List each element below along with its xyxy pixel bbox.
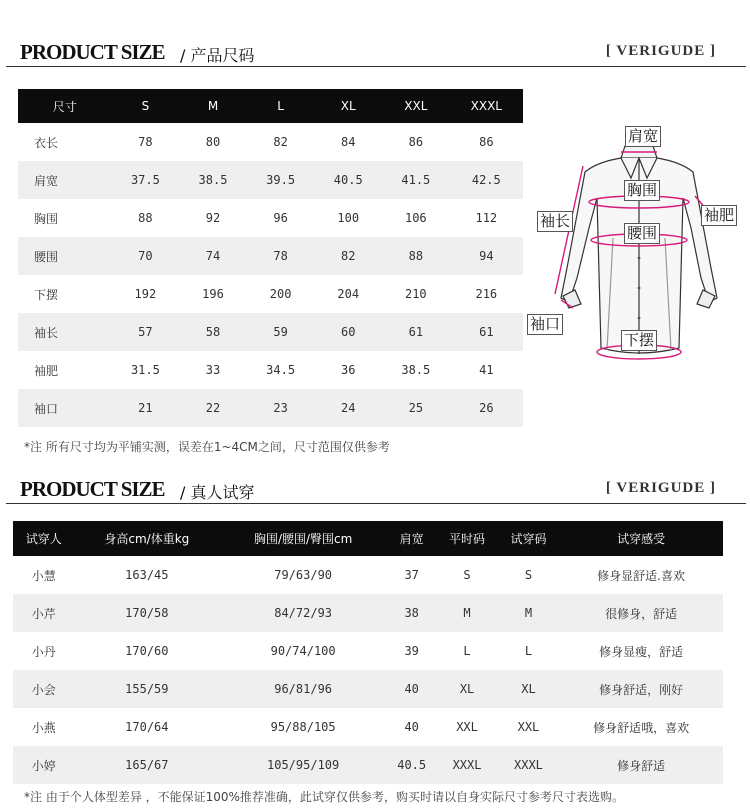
fitting-table-cell: 165/67 (74, 746, 219, 784)
size-table-cell: 37.5 (112, 161, 180, 199)
fitting-table-cell: L (524, 644, 533, 658)
fitting-table-cell: 37 (404, 568, 419, 582)
size-table-header-cell: XXL (382, 89, 450, 123)
size-table-cell: 61 (450, 313, 523, 351)
fitting-table-cell: 修身显瘦，舒适 (599, 644, 684, 659)
fitting-table-cell: 小婷 (13, 746, 74, 784)
section1-title-cn: / 产品尺码 (180, 46, 255, 65)
section1-note: *注 所有尺寸均为平铺实测，误差在1~4CM之间，尺寸范围仅供参考 (24, 440, 390, 454)
size-table-cell: 袖长 (18, 313, 112, 351)
size-table-cell: 84 (341, 135, 356, 149)
size-table-cell: 106 (404, 211, 427, 225)
label-hem: 下摆 (621, 330, 657, 351)
fitting-table-cell: 小丹 (31, 644, 56, 659)
size-table-row (18, 161, 523, 199)
size-table-cell: 78 (247, 237, 315, 275)
size-table-row (18, 351, 523, 389)
fitting-table-cell: L (463, 644, 471, 658)
size-table-cell: 82 (314, 237, 382, 275)
section2-divider (6, 503, 746, 504)
size-table-cell: 袖肥 (34, 363, 59, 378)
fitting-table-cell: 小慧 (31, 568, 56, 583)
size-table-cell: 204 (337, 287, 360, 301)
fitting-table-cell: 修身舒适，刚好 (559, 670, 723, 708)
fitting-table-cell: 95/88/105 (270, 720, 336, 734)
size-table-cell: 94 (450, 237, 523, 275)
fitting-table-cell: 38 (387, 594, 436, 632)
fitting-table-row (13, 670, 723, 708)
fitting-table-cell: S (463, 568, 471, 582)
size-table-cell: 34.5 (266, 363, 296, 377)
size-table-header-cell: XL (314, 89, 382, 123)
size-table-row (18, 313, 523, 351)
section2-title-cn: / 真人试穿 (180, 483, 255, 502)
size-table-cell: 24 (314, 389, 382, 427)
fitting-table-cell: M (436, 594, 497, 632)
size-table-cell: 70 (112, 237, 180, 275)
size-table-cell: 胸围 (34, 211, 59, 226)
fitting-table-cell: XXL (517, 720, 540, 734)
label-waist: 腰围 (624, 223, 660, 244)
fitting-table-header-cell: 试穿感受 (559, 521, 723, 556)
section1-divider (6, 66, 746, 67)
size-table-cell: 41.5 (382, 161, 450, 199)
size-table-cell: 58 (179, 313, 247, 351)
size-table-cell: 86 (408, 135, 424, 149)
size-table-cell: 112 (475, 211, 498, 225)
size-table-header-cell: L (247, 89, 315, 123)
size-table-cell: 57 (112, 313, 180, 351)
section1-brand: [ VERIGUDE ] (605, 43, 716, 59)
section2-title-en: PRODUCT SIZE (20, 477, 165, 501)
fitting-table-cell: 84/72/93 (219, 594, 387, 632)
size-table-header-cell: S (112, 89, 180, 123)
size-table-row (18, 389, 523, 427)
size-table-cell: 袖口 (18, 389, 112, 427)
size-table-cell: 腰围 (18, 237, 112, 275)
fitting-table-row (13, 556, 723, 594)
size-table-row (18, 275, 523, 313)
fitting-table-cell: 40 (404, 720, 419, 734)
fitting-table-cell: 修身显舒适.喜欢 (597, 568, 685, 583)
size-table-cell: 39.5 (247, 161, 315, 199)
section2-header (20, 477, 730, 502)
size-table-cell: 60 (314, 313, 382, 351)
fitting-table-cell: 修身舒适哦，喜欢 (593, 720, 690, 735)
product-size-table (18, 89, 523, 427)
size-table-cell: 78 (138, 135, 153, 149)
fitting-table-cell: 155/59 (74, 670, 219, 708)
size-table-cell: 肩宽 (18, 161, 112, 199)
size-table-cell: 192 (134, 287, 157, 301)
fitting-table-cell: 40.5 (387, 746, 436, 784)
section2-brand: [ VERIGUDE ] (605, 480, 716, 496)
fitting-table-cell: 90/74/100 (270, 644, 336, 658)
size-table-cell: 41 (479, 363, 494, 377)
size-table-cell: 92 (205, 211, 221, 225)
size-table-cell: 88 (382, 237, 450, 275)
fitting-table-cell: XXL (456, 720, 478, 734)
size-table-cell: 38.5 (401, 363, 431, 377)
size-table-cell: 40.5 (314, 161, 382, 199)
fitting-table-cell: 39 (404, 644, 419, 658)
label-cuff: 袖口 (527, 314, 563, 335)
fitting-table-header-cell: 平时码 (436, 521, 497, 556)
fitting-table-cell: XL (498, 670, 559, 708)
fitting-table-cell: 修身舒适 (559, 746, 723, 784)
fitting-table-cell: 170/60 (125, 644, 169, 658)
size-table-cell: 74 (179, 237, 247, 275)
fitting-table-cell: XXXL (436, 746, 497, 784)
section1-title-en: PRODUCT SIZE (20, 40, 165, 64)
fitting-table-header-cell: 试穿人 (13, 521, 74, 556)
fitting-table (13, 521, 723, 784)
size-table-cell: 80 (205, 135, 221, 149)
fitting-table-cell: XL (436, 670, 497, 708)
fitting-table-cell: 小芹 (13, 594, 74, 632)
size-table-cell: 23 (247, 389, 315, 427)
section1-header (20, 40, 730, 65)
label-shoulder: 肩宽 (625, 126, 661, 147)
fitting-table-cell: 40 (387, 670, 436, 708)
fitting-table-header-cell: 身高cm/体重kg (74, 521, 219, 556)
size-table-header-cell: XXXL (450, 89, 523, 123)
size-table-cell: 21 (112, 389, 180, 427)
fitting-table-cell: XXXL (498, 746, 559, 784)
fitting-table-cell: 96/81/96 (219, 670, 387, 708)
size-table-cell: 82 (273, 135, 288, 149)
size-table-cell: 210 (404, 287, 427, 301)
size-table-cell: 196 (202, 287, 224, 301)
fitting-table-cell: M (498, 594, 559, 632)
fitting-table-header-cell: 试穿码 (498, 521, 559, 556)
fitting-table-cell: 170/64 (125, 720, 169, 734)
size-table-row (18, 123, 523, 161)
fitting-table-cell: 79/63/90 (274, 568, 333, 582)
size-table-cell: 100 (337, 211, 360, 225)
size-table-cell: 25 (382, 389, 450, 427)
fitting-table-row (13, 632, 723, 670)
size-table-cell: 86 (479, 135, 494, 149)
size-table-cell: 59 (247, 313, 315, 351)
fitting-table-row (13, 708, 723, 746)
size-table-row (18, 237, 523, 275)
label-sleeve-length: 袖长 (537, 211, 573, 232)
fitting-table-header-cell: 胸围/腰围/臀围cm (219, 521, 387, 556)
size-table-cell: 26 (450, 389, 523, 427)
size-table-cell: 33 (205, 363, 221, 377)
size-table-cell: 88 (138, 211, 153, 225)
size-table-cell: 216 (475, 287, 498, 301)
size-table-header-cell: M (179, 89, 247, 123)
size-table-header-cell: 尺寸 (18, 89, 112, 123)
fitting-table-cell: 很修身，舒适 (559, 594, 723, 632)
size-table-cell: 36 (341, 363, 356, 377)
size-table-cell: 31.5 (130, 363, 160, 377)
label-sleeve-width: 袖肥 (701, 205, 737, 226)
garment-diagram (527, 118, 750, 378)
size-table-row (18, 199, 523, 237)
fitting-table-cell: 小会 (13, 670, 74, 708)
fitting-table-cell: 163/45 (125, 568, 169, 582)
fitting-table-cell: 170/58 (74, 594, 219, 632)
size-table-cell: 61 (382, 313, 450, 351)
size-table-cell: 衣长 (34, 135, 59, 150)
fitting-table-header-cell: 肩宽 (387, 521, 436, 556)
size-table-cell: 38.5 (179, 161, 247, 199)
fitting-table-row (13, 594, 723, 632)
size-table-cell: 22 (179, 389, 247, 427)
fitting-table-row (13, 746, 723, 784)
size-table-cell: 200 (269, 287, 292, 301)
size-table-cell: 42.5 (450, 161, 523, 199)
fitting-table-cell: 105/95/109 (219, 746, 387, 784)
fitting-table-cell: S (524, 568, 533, 582)
section2-note: *注 由于个人体型差异 ，不能保证100%推荐准确，此试穿仅供参考，购买时请以自身实际尺寸参考尺寸表选购。 (24, 790, 624, 804)
size-table-cell: 下摆 (34, 287, 59, 302)
label-chest: 胸围 (624, 180, 660, 201)
size-table-cell: 96 (273, 211, 288, 225)
fitting-table-cell: 小燕 (31, 720, 56, 735)
